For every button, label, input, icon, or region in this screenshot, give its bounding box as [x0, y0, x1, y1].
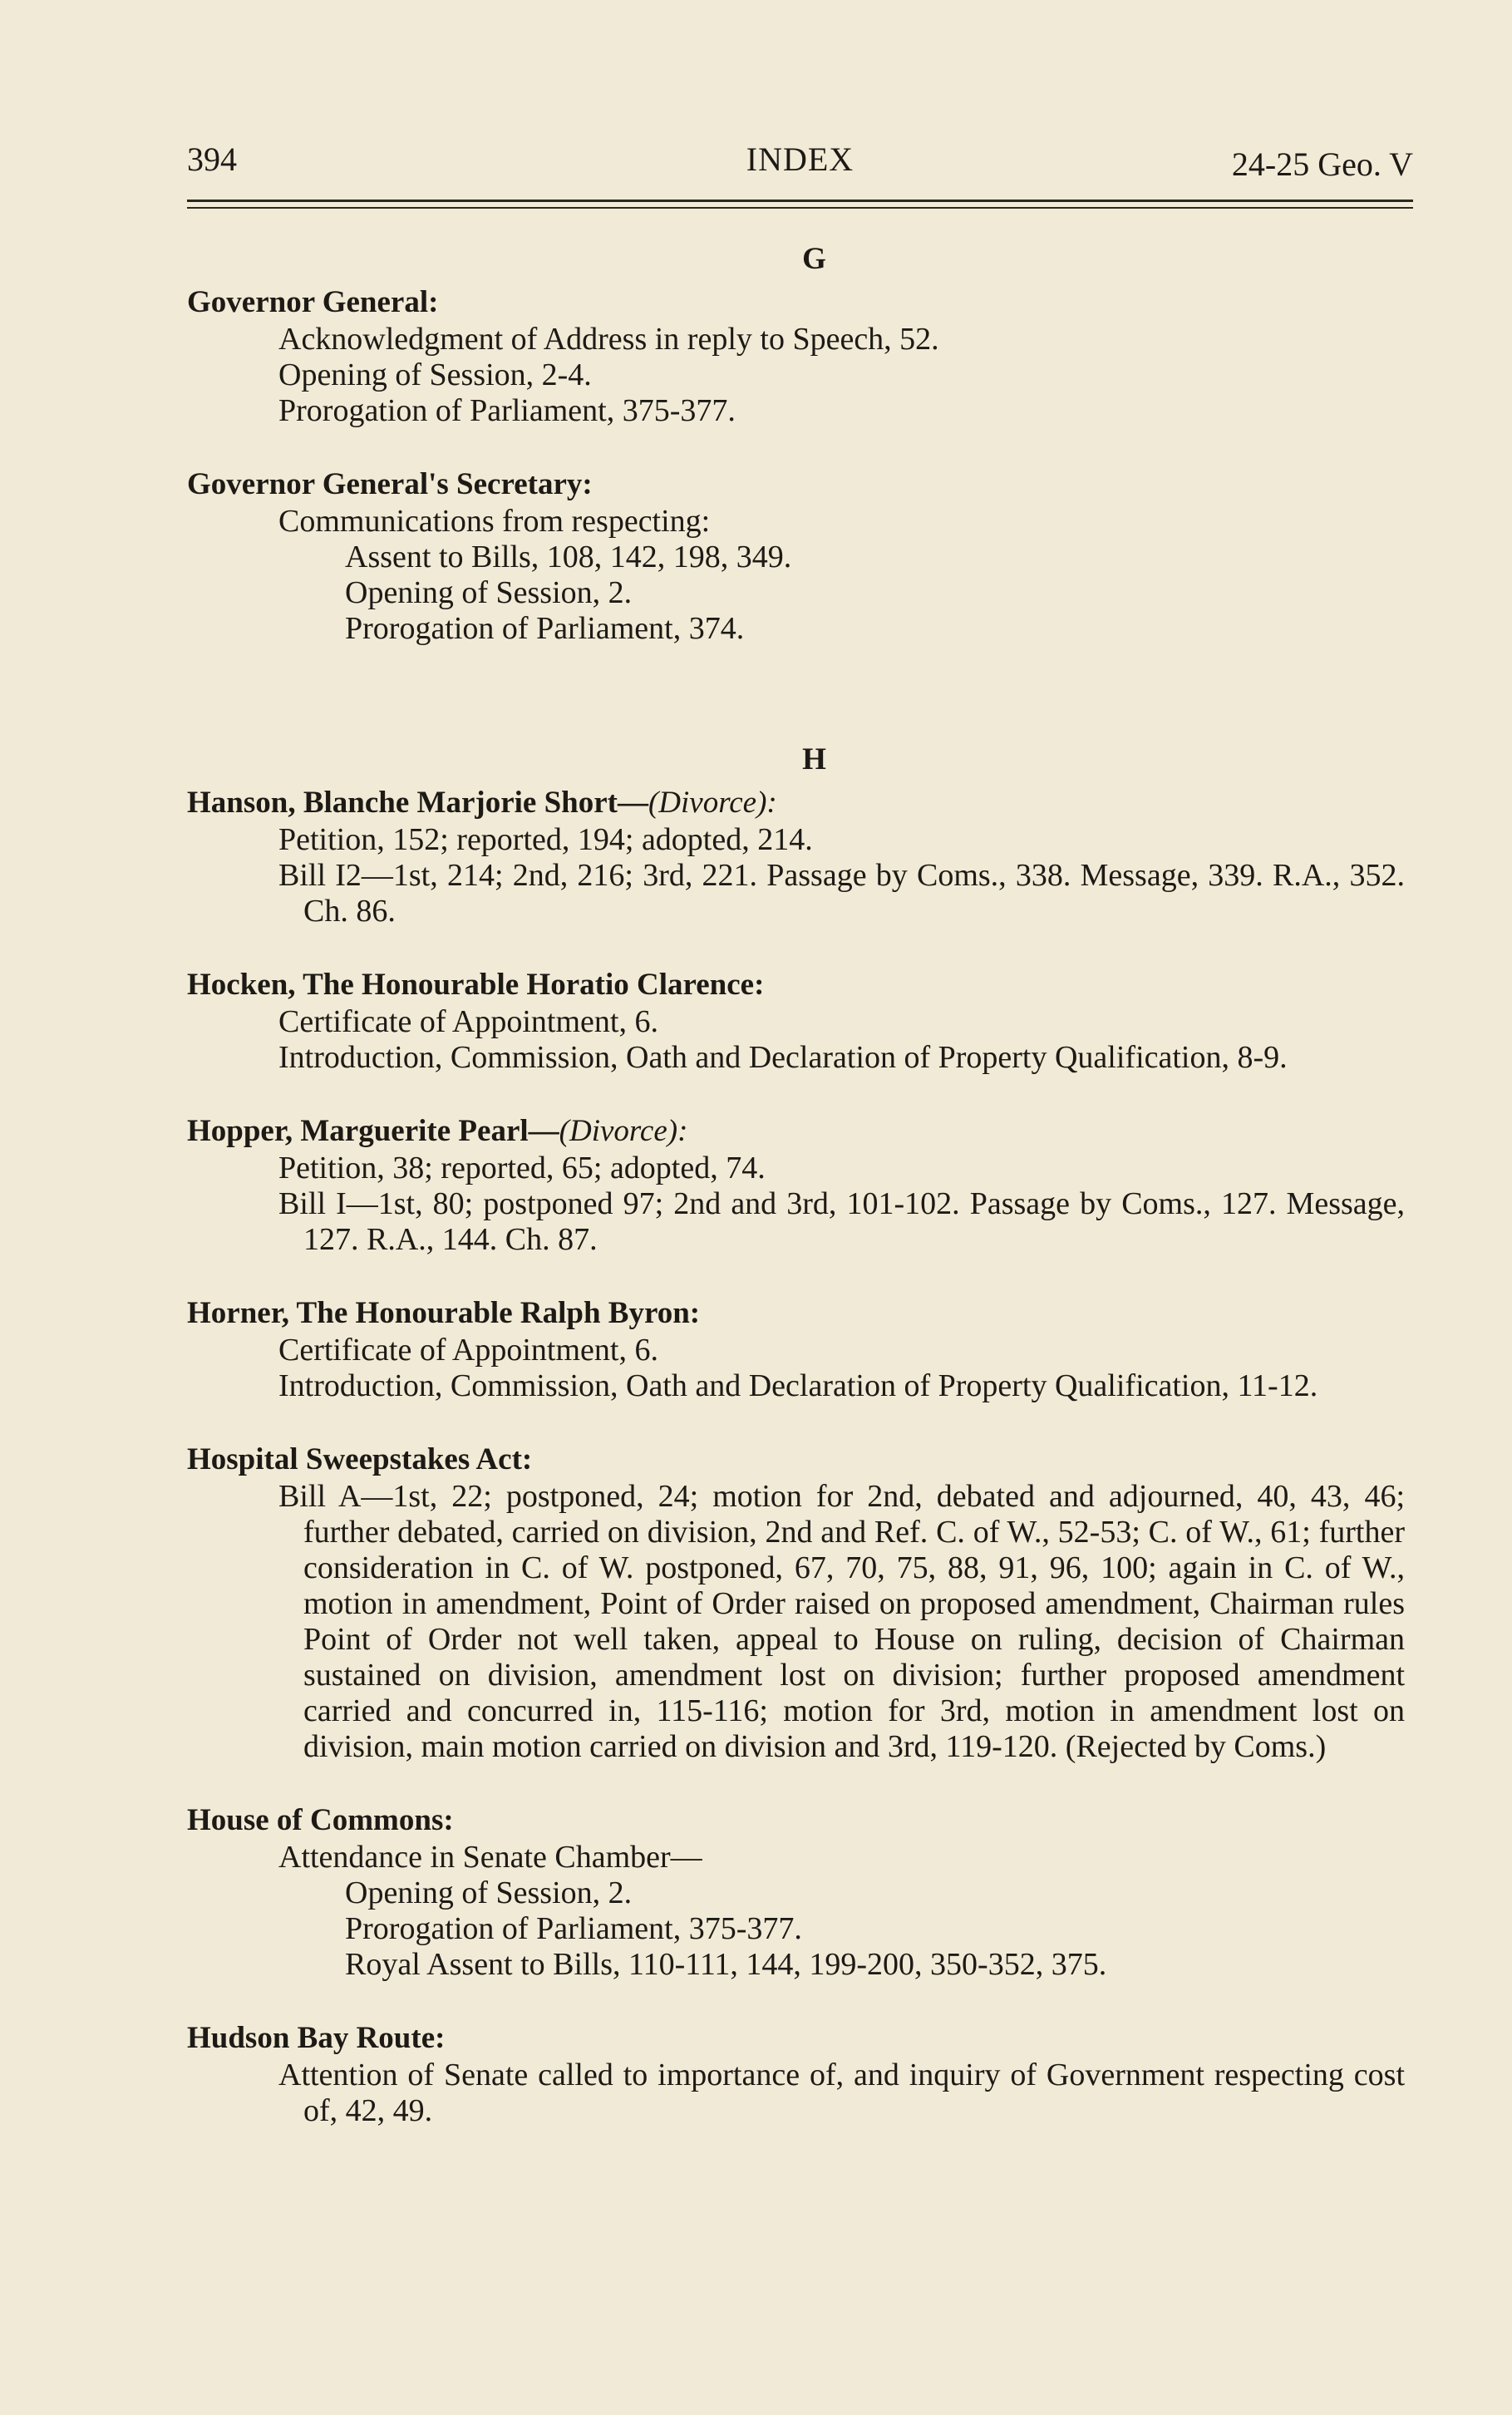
- section-letter: G: [802, 242, 826, 276]
- entry-heading: [187, 1294, 1405, 1333]
- section-spacer: [0, 683, 1512, 742]
- entry-heading-text: Hanson, Blanche Marjorie Short—: [187, 786, 648, 820]
- entry-subitem: Petition, 38; reported, 65; adopted, 74.: [278, 1151, 766, 1185]
- index-entry: [187, 1441, 1405, 1765]
- index-entry: [187, 966, 1405, 1076]
- entry-subitem-nested: Opening of Session, 2.: [345, 1875, 633, 1910]
- index-entry: [187, 283, 1405, 429]
- entry-heading-text: Horner, The Honourable Ralph Byron:: [187, 1296, 701, 1330]
- entry-subitem: Attendance in Senate Chamber—: [278, 1840, 702, 1875]
- entry-heading-text: Governor General's Secretary:: [187, 467, 593, 501]
- page-title: INDEX: [746, 140, 855, 178]
- entry-subitem-nested: Opening of Session, 2.: [345, 575, 633, 610]
- index-entry: [187, 1294, 1405, 1404]
- entry-subitem: Introduction, Commission, Oath and Declaration of Property Qualification, 8-9.: [278, 1040, 1288, 1075]
- entry-heading-text: Hospital Sweepstakes Act:: [187, 1442, 533, 1476]
- entry-heading-tag: (Divorce):: [559, 1114, 688, 1148]
- entry-heading-text: Hudson Bay Route:: [187, 2021, 446, 2055]
- entry-heading: [187, 1112, 1405, 1151]
- entry-heading-tag: (Divorce):: [648, 786, 777, 820]
- index-entry: [187, 466, 1405, 647]
- entry-subitem-nested: Prorogation of Parliament, 375-377.: [345, 1911, 802, 1946]
- index-content: [0, 241, 1512, 2166]
- entry-heading-text: House of Commons:: [187, 1803, 454, 1837]
- entry-heading: [187, 283, 1405, 322]
- entry-subitem: Certificate of Appointment, 6.: [278, 1004, 658, 1039]
- entry-subitem: Bill I—1st, 80; postponed 97; 2nd and 3rd, 101-102. Passage by Coms., 127. Message, 127. R.A., 144. Ch. 87.: [278, 1186, 1405, 1257]
- index-entry: [187, 2019, 1405, 2129]
- entry-heading-text: Hocken, The Honourable Horatio Clarence:: [187, 968, 765, 1002]
- entry-subitem: Bill A—1st, 22; postponed, 24; motion for 2nd, debated and adjourned, 40, 43, 46; further debated, carried on division, 2nd and Ref. C. of W., 52-53; C. of W., 61; further consideration in C. of W. postponed, 67, 70, 75, 88, 91, 96, 100; again in C. of W., motion in amendment, Point of Order raised on proposed amendment, Chairman rules Point of Order not well taken, appeal to House on ruling, decision of Chairman sustained on division, amendment lost on division; further proposed amendment carried and concurred in, 115-116; motion for 3rd, motion in amendment lost on division, main motion carried on division and 3rd, 119-120. (Rejected by Coms.): [278, 1479, 1405, 1764]
- entry-subitem: Attention of Senate called to importance of, and inquiry of Government respecting cost of, 42, 49.: [278, 2058, 1405, 2128]
- entry-heading-text: Governor General:: [187, 285, 439, 319]
- section-letter: H: [802, 742, 826, 776]
- index-entry: [187, 1801, 1405, 1983]
- page-header: [187, 140, 1413, 181]
- entry-subitem-nested: Prorogation of Parliament, 374.: [345, 611, 745, 646]
- page-reference: 24-25 Geo. V: [1231, 145, 1413, 183]
- entry-subitem: Certificate of Appointment, 6.: [278, 1333, 658, 1368]
- entry-subitem: Prorogation of Parliament, 375-377.: [278, 393, 736, 428]
- entry-heading: [187, 1801, 1405, 1840]
- entry-subitem: Acknowledgment of Address in reply to Speech, 52.: [278, 322, 939, 357]
- entry-subitem: Communications from respecting:: [278, 504, 711, 539]
- entry-heading: [187, 466, 1405, 504]
- entry-subitem: Introduction, Commission, Oath and Declaration of Property Qualification, 11-12.: [278, 1368, 1318, 1403]
- entry-subitem: Bill I2—1st, 214; 2nd, 216; 3rd, 221. Passage by Coms., 338. Message, 339. R.A., 352. Ch. 86.: [278, 858, 1405, 929]
- entry-heading: [187, 966, 1405, 1004]
- page-number: 394: [187, 140, 237, 178]
- index-entry: [187, 1112, 1405, 1258]
- entry-heading: [187, 2019, 1405, 2058]
- entry-heading-text: Hopper, Marguerite Pearl—: [187, 1114, 559, 1148]
- entry-subitem: Petition, 152; reported, 194; adopted, 214.: [278, 822, 813, 857]
- entry-subitem-nested: Royal Assent to Bills, 110-111, 144, 199-200, 350-352, 375.: [345, 1947, 1107, 1982]
- header-rule-top: [187, 200, 1413, 202]
- header-rule-bottom: [187, 207, 1413, 209]
- entry-heading: [187, 1441, 1405, 1479]
- entry-heading: [187, 784, 1405, 822]
- index-entry: [187, 784, 1405, 929]
- entry-subitem: Opening of Session, 2-4.: [278, 357, 592, 392]
- entry-subitem-nested: Assent to Bills, 108, 142, 198, 349.: [345, 540, 792, 574]
